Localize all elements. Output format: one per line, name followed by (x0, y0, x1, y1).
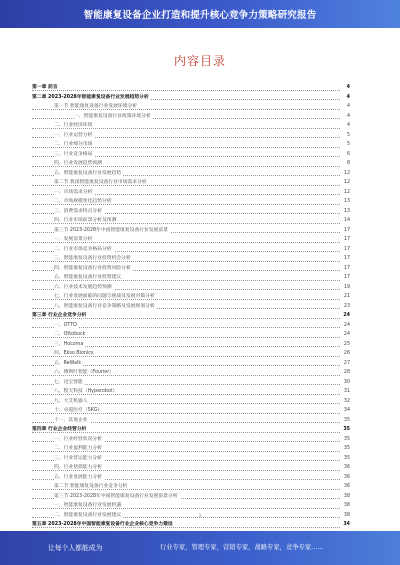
toc-entry[interactable] (32, 140, 350, 150)
toc-entry-page: 34 (341, 520, 350, 530)
toc-entry[interactable] (32, 207, 350, 217)
toc-entry-label: 三、Hocoma (54, 341, 84, 347)
toc-entry-label: 一、市场需求分析 (54, 189, 93, 195)
toc-entry[interactable] (32, 150, 350, 160)
toc-entry-page: 17 (342, 254, 350, 264)
toc-entry-page: 36 (342, 473, 350, 483)
toc-entry[interactable] (32, 226, 350, 236)
toc-entry-page: 35 (342, 435, 350, 445)
toc-entry[interactable] (32, 520, 350, 530)
toc-entry-label: 三、行业营运能力分析 (54, 455, 102, 461)
toc-entry-page: 34 (342, 406, 350, 416)
toc-entry[interactable] (32, 112, 350, 122)
toc-title: 内容目录 (173, 54, 226, 68)
toc-entry-page: 35 (342, 444, 350, 454)
report-title: 智能康复设备企业打造和提升核心竞争力策略研究报告 (83, 10, 317, 21)
toc-entry-label: 四、行业发展趋势预测 (54, 161, 102, 166)
toc-entry-page: 17 (342, 264, 350, 274)
toc-entry-page: 24 (341, 311, 350, 321)
toc-entry-label: 六、傅利叶智能（Fourier） (54, 370, 114, 375)
toc-entry[interactable] (32, 283, 350, 293)
toc-entry-label: 第二节 我国智能康复设备行业市场需求分析 (54, 180, 147, 185)
toc-entry-page: 8 (345, 159, 350, 169)
toc-entry-page: 35 (342, 454, 350, 464)
toc-entry[interactable] (32, 463, 350, 473)
toc-entry[interactable] (32, 169, 350, 179)
toc-entry-label: 六、行业技术发展趋势预测 (54, 284, 112, 290)
toc-entry-page: 31 (342, 387, 350, 397)
toc-entry[interactable] (32, 264, 350, 274)
toc-entry-label: 二、行业市场竞争格局分析 (54, 246, 112, 252)
toc-entry-label: 一、OTTO (54, 322, 77, 328)
toc-entry-label: 十、卓道医疗（SKG） (54, 408, 103, 413)
toc-entry-label: 第三节 2023-2028年中国智能康复设备行业发展前景 (54, 227, 169, 233)
toc-entry-label: 三、消费需求特点分析 (54, 208, 102, 214)
toc-entry-page: 17 (342, 273, 350, 283)
toc-entry-page: 13 (342, 197, 350, 207)
toc-entry-page: 36 (342, 463, 350, 473)
toc-entry-page: 12 (342, 169, 350, 179)
toc-entry-label: 四、Ekso Bionics (54, 351, 94, 356)
toc-entry-page: 25 (342, 340, 350, 350)
toc-entry-label: 二、市场规模变化趋势分析 (54, 199, 112, 204)
table-of-contents (32, 83, 350, 530)
toc-entry-label: 一、智能康复设备行业政策环境分析 (74, 113, 151, 119)
toc-entry-page: 17 (342, 245, 350, 255)
toc-entry-label: 二、智能康复设备行业发展建议 (54, 512, 122, 518)
toc-entry[interactable] (32, 368, 350, 378)
toc-entry[interactable] (32, 435, 350, 445)
toc-entry[interactable] (32, 387, 350, 397)
toc-entry[interactable] (32, 292, 350, 302)
toc-entry-page: 38 (342, 492, 350, 502)
toc-entry-page: 38 (342, 501, 350, 511)
toc-entry-page: 4 (345, 102, 350, 112)
toc-entry-label: 一、行业运营分析 (54, 132, 93, 138)
toc-entry-label: 七、行业发展面临的问题与挑战及发展对策分析 (54, 294, 155, 299)
toc-entry[interactable] (32, 359, 350, 369)
toc-entry[interactable] (32, 473, 350, 483)
toc-entry[interactable] (32, 492, 350, 502)
toc-entry[interactable] (32, 311, 350, 321)
toc-entry-page: 36 (342, 482, 350, 492)
toc-entry[interactable] (32, 131, 350, 141)
toc-entry-label: 四、智能康复设备行业投资风险分析 (54, 265, 131, 271)
toc-entry[interactable] (32, 273, 350, 283)
toc-entry-page: 27 (342, 359, 350, 369)
toc-entry[interactable] (32, 444, 350, 454)
toc-entry-page: 4 (345, 121, 350, 131)
toc-entry-page: 6 (345, 150, 350, 160)
toc-entry-page: 19 (342, 283, 350, 293)
toc-entry-label: 七、迈宝智能 (54, 379, 83, 385)
toc-entry[interactable] (32, 235, 350, 245)
toc-entry-page: 24 (342, 330, 350, 340)
toc-entry-page: 21 (342, 292, 350, 302)
toc-entry[interactable] (32, 406, 350, 416)
toc-entry-label: 五、行业发展能力分析 (54, 474, 102, 480)
toc-entry[interactable] (32, 197, 350, 207)
toc-entry-page: 12 (342, 188, 350, 198)
toc-entry-label: 二、行业经济环境 (54, 123, 93, 128)
toc-entry[interactable] (32, 425, 350, 435)
report-header-banner (0, 0, 400, 28)
toc-entry-page: 17 (342, 235, 350, 245)
toc-entry-label: 第四章 行业企业经营分析 (32, 427, 87, 432)
toc-entry-page: 14 (342, 216, 350, 226)
toc-entry[interactable] (32, 121, 350, 131)
toc-entry-page: 5 (345, 131, 350, 141)
toc-entry-label: 第五章 2023-2028年中国智能康复设备行业企业核心竞争力建设 (32, 522, 173, 527)
footer-slogan: 让每个人都能成为 (48, 544, 103, 552)
toc-entry-label: 二、行业细分市场 (54, 142, 93, 147)
toc-entry[interactable] (32, 482, 350, 492)
toc-entry-label: 第一节 智能康复设备行业发展环境分析 (54, 104, 138, 109)
toc-entry[interactable] (32, 349, 350, 359)
toc-entry[interactable] (32, 330, 350, 340)
toc-entry-page: 12 (342, 178, 350, 188)
toc-entry-label: 一、智能康复设备行业发展机遇 (54, 503, 122, 508)
toc-entry-page: 4 (345, 112, 350, 122)
toc-entry-label: 九、大艾机器人 (54, 398, 88, 404)
toc-entry-page: 17 (342, 226, 350, 236)
footer-tagline: 行业专家，管理专家，营销专家，战略专家，竞争专家…… (160, 544, 324, 551)
toc-entry[interactable] (32, 178, 350, 188)
toc-entry-label: 三、行业竞争格局 (54, 151, 93, 157)
toc-entry[interactable] (32, 245, 350, 255)
toc-entry[interactable] (32, 454, 350, 464)
toc-entry-label: 一、发展前景分析 (54, 237, 93, 242)
toc-entry[interactable] (32, 416, 350, 426)
toc-entry-label: 五、ReWalk (54, 360, 82, 366)
toc-entry-label: 第三章 行业企业竞争分析 (32, 313, 87, 318)
toc-entry[interactable] (32, 102, 350, 112)
toc-entry[interactable] (32, 501, 350, 511)
toc-dot-leader (32, 90, 340, 91)
toc-entry-label: 第一章 前言 (32, 85, 58, 90)
toc-entry-label: 五、智能康复设备行业发展趋势 (54, 170, 122, 176)
toc-entry-label: 一、行业经营状况分析 (54, 436, 102, 442)
toc-entry-label: 第三节 2023-2028年中国智能康复设备行业发展前景分析 (54, 493, 178, 499)
toc-entry-page: 5 (345, 140, 350, 150)
toc-entry-page: 28 (342, 368, 350, 378)
toc-entry[interactable] (32, 254, 350, 264)
toc-entry-page: 13 (342, 207, 350, 217)
toc-entry-label: 二、行业盈利能力分析 (54, 446, 102, 451)
toc-entry[interactable] (32, 321, 350, 331)
toc-entry-page: 35 (342, 416, 350, 426)
toc-entry-page: 4 (345, 83, 350, 93)
toc-entry-page: 38 (342, 511, 350, 521)
toc-entry[interactable] (32, 216, 350, 226)
toc-entry[interactable] (32, 188, 350, 198)
toc-entry-page: 26 (342, 349, 350, 359)
toc-entry-label: 第二节 智能康复设备行业竞争分析 (54, 484, 128, 489)
toc-entry-page: 35 (341, 425, 350, 435)
toc-entry-label: 第二章 2023-2028年智能康复设备行业发展趋势分析 (32, 94, 149, 100)
toc-entry-label: 二、Ottobock (54, 332, 86, 337)
toc-entry[interactable] (32, 93, 350, 103)
toc-entry-page: 24 (342, 321, 350, 331)
toc-entry[interactable] (32, 378, 350, 388)
toc-entry-label: 四、行业市场前景分析及预测 (54, 218, 117, 223)
toc-entry-label: 三、智能康复设备行业投资机会分析 (54, 256, 131, 261)
toc-entry[interactable] (32, 302, 350, 312)
footer-banner (0, 531, 400, 565)
toc-entry[interactable] (32, 397, 350, 407)
toc-entry[interactable] (32, 159, 350, 169)
toc-entry[interactable] (32, 83, 350, 93)
toc-entry-page: 4 (345, 93, 350, 103)
toc-entry-page: 23 (342, 302, 350, 312)
toc-entry-label: 八、智能康复设备行业竞争策略及发展规划分析 (54, 303, 155, 309)
page-number: 1 (198, 514, 202, 519)
toc-entry-label: 八、程天科技（Hyperobot） (54, 389, 118, 394)
toc-entry-page: 32 (342, 397, 350, 407)
toc-entry-label: 十一、其他企业 (54, 417, 88, 423)
toc-entry[interactable] (32, 340, 350, 350)
toc-entry-page: 30 (342, 378, 350, 388)
toc-entry-label: 五、智能康复设备行业投资建议 (54, 275, 122, 280)
toc-entry-label: 四、行业偿债能力分析 (54, 465, 102, 470)
